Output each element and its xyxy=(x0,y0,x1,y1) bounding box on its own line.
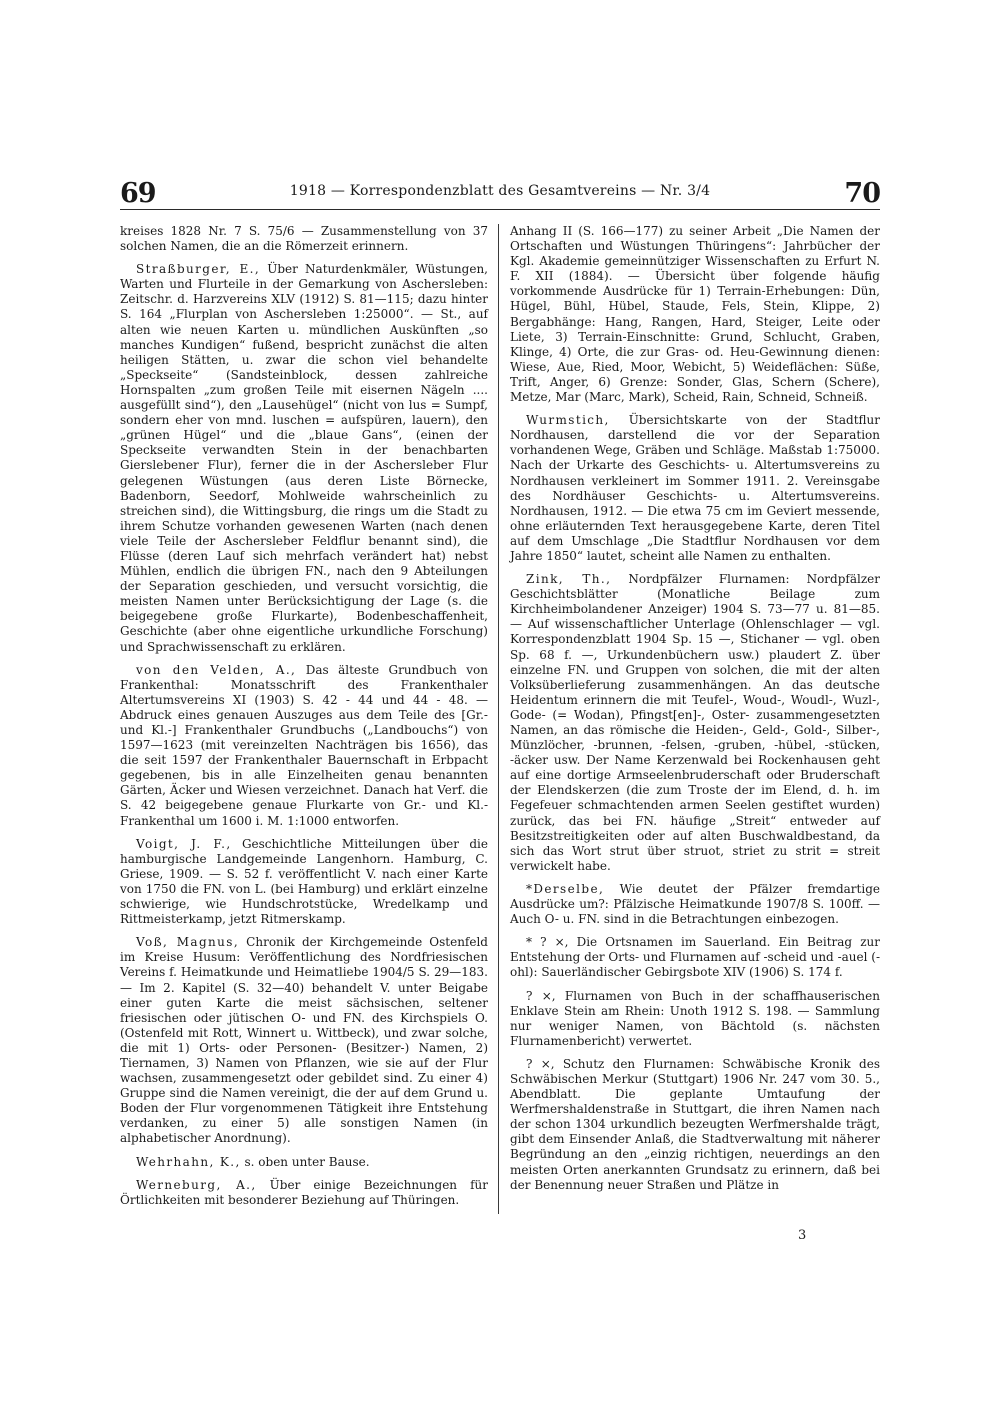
entry-author: von den Velden, A., xyxy=(136,662,297,677)
entry-author: Zink, Th., xyxy=(526,572,612,587)
bibliography-entry xyxy=(120,262,488,654)
header-rule xyxy=(120,209,880,210)
entry-text: Übersichtskarte von der Stadtflur Nordhausen, darstellend die vor der Separation vorhandenen Wege, Gräben und Schläge. Maßstab 1:75000. Nach der Urkarte des Geschichts- u. Altertumsvereins zu Nordhausen verkleinert im Sommer 1911. 2. Vereinsgabe des Nordhäuser Geschichts- u. Altertumsvereins. Nordhausen, 1912. — Die etwa 75 cm im Geviert messende, ohne erläuternden Text herausgegebene Karte, deren Titel auf dem Umschlage „Die Stadtflur Nordhausen vor dem Jahre 1850“ lautet, scheint alle Namen zu enthalten. xyxy=(510,413,880,563)
running-head: 1918 — Korrespondenzblatt des Gesamtvereins — Nr. 3/4 xyxy=(289,183,711,199)
bibliography-entry xyxy=(120,935,488,1146)
bibliography-entry: kreises 1828 Nr. 7 S. 75/6 — Zusammenstellung von 37 solchen Namen, die an die Römerzeit erinnern. xyxy=(120,224,488,254)
entry-author: Werneburg, A., xyxy=(136,1177,257,1192)
bibliography-entry xyxy=(120,663,488,829)
entry-text: Geschichtliche Mitteilungen über die hamburgische Landgemeinde Langenhorn. Hamburg, C. Griese, 1909. — S. 52 f. veröffentlicht V. nach einer Karte von 1750 die FN. von L. (bei Hamburg) und erklärt einzelne schwierige, wie Hundschrotstücke, Wredelkamp und Rittmeisterkamp, jetzt Ritmerskamp. xyxy=(120,836,488,927)
entry-text: Das älteste Grundbuch von Frankenthal: Monatsschrift des Frankenthaler Altertumsvereins XI (1903) S. 42 - 44 und 44 - 48. — Abdruck eines genauen Auszuges aus dem Teile des [Gr.- und Kl.-] Frankenthaler Grundbuchs („Landbouchs“) von 1597—1623 (mit vereinzelten Nachträgen bis 1656), das die seit 1597 der Frankenthaler Bauernschaft in Erbpacht gegebenen, bis in alle Einzelheiten genau benannten Gärten, Äcker und Wiesen verzeichnet. Danach hat Verf. die S. 42 beigegebene genaue Flurkarte von Gr.- und Kl.- Frankenthal um 1600 i. M. 1:1000 entworfen. xyxy=(120,662,488,828)
bibliography-entry xyxy=(120,1155,488,1170)
right-column xyxy=(510,224,880,1193)
bibliography-entry: Anhang II (S. 166—177) zu seiner Arbeit „Die Namen der Ortschaften und Wüstungen Thüringens“: Jahrbücher der Kgl. Akademie gemeinnütziger Wissenschaften zu Erfurt N. F. XII (1884). — Übersicht über folgende häufig vorkommende Ausdrücke für 1) Terrain-Erhebungen: Dün, Hügel, Bühl, Hübel, Staude, Fels, Stein, Klippe, 2) Bergabhänge: Hang, Rangen, Hard, Steiger, Leite oder Liete, 3) Terrain-Einschnitte: Grund, Schlucht, Graben, Klinge, 4) Orte, die zur Gras- od. Heu-Gewinnung dienen: Wiese, Aue, Ried, Moor, Webicht, 5) Weideflächen: Süße, Trift, Anger, 6) Grenze: Sonder, Glas, Schern (Schere), Metze, Mar (Marc, Mark), Scheid, Rain, Schneid, Schneiß. xyxy=(510,224,880,405)
page-number-right: 70 xyxy=(844,178,880,209)
signature-mark: 3 xyxy=(798,1228,807,1243)
entry-text: Chronik der Kirchgemeinde Ostenfeld im Kreise Husum: Veröffentlichung des Nordfriesischen Vereins f. Heimatkunde und Heimatliebe 1904/5 S. 29—183. — Im 2. Kapitel (S. 32—40) behandelt V. unter Beigabe einer guten Karte die meist sächsischen, seltener friesischen oder jütischen O- und FN. des Kirchspiels O. (Ostenfeld mit Rott, Winnert u. Wittbeck), und zwar solche, die mit 1) Orts- oder Personen- (Besitzer-) Namen, 2) Tiernamen, 3) Namen von Pflanzen, wie sie auf der Flur wachsen, zusammengesetzt oder gebildet sind. Zu einer 4) Gruppe sind die Namen vereinigt, die der auf dem Grund u. Boden der Flur vorgenommenen Tätigkeit ihre Entstehung verdanken, zu einer 5) alle sonstigen Namen (in alphabetischer Anordnung). xyxy=(120,935,488,1146)
bibliography-entry: ? ×, Flurnamen von Buch in der schaffhauserischen Enklave Stein am Rhein: Unoth 1912 S. 198. — Sammlung nur weniger Namen, von Bächtold (s. nächsten Flurnamenbericht) verwertet. xyxy=(510,988,880,1048)
bibliography-entry: * ? ×, Die Ortsnamen im Sauerland. Ein Beitrag zur Entstehung der Orts- und Flurnamen auf -scheid und -auel (-ohl): Sauerländischer Gebirgsbote XIV (1906) S. 174 f. xyxy=(510,935,880,980)
entry-text: Über einige Bezeichnungen für Örtlichkeiten mit besonderer Beziehung auf Thüringen. xyxy=(120,1177,488,1207)
entry-author: Wehrhahn, K., xyxy=(136,1154,241,1169)
entry-author: Voigt, J. F., xyxy=(136,836,232,851)
bibliography-entry xyxy=(510,572,880,874)
bibliography-entry: ? ×, Schutz den Flurnamen: Schwäbische Kronik des Schwäbischen Merkur (Stuttgart) 1906 Nr. 247 vom 30. 5., Abendblatt. Die geplante Umtaufung der Werfmershaldenstraße in Stuttgart, die ihren Namen nach der schon 1304 urkundlich bezeugten Werfmershalde trägt, gibt dem Einsender Anlaß, die Stadtverwaltung mit näherer Begründung an den „einzig richtigen, neuerdings an den meisten Orten anerkannten Grundsatz zu erinnern, daß bei der Benennung neuer Straßen und Plätze in xyxy=(510,1056,880,1192)
entry-text: Nordpfälzer Flurnamen: Nordpfälzer Geschichtsblätter (Monatliche Beilage zum Kirchheimbolandener Anzeiger) 1904 S. 73—77 u. 81—85. — Auf wissenschaftlicher Unterlage (Ohlenschlager — vgl. Korrespondenzblatt 1904 Sp. 15 —, Stichaner — vgl. oben Sp. 68 f. —, Urkundenbüchern usw.) plaudert Z. über einzelne FN. und Gruppen von solchen, die mit der alten Volksüberlieferung zusammenhängen. An das deutsche Heidentum erinnern die mit Teufel-, Woud-, Woudl-, Wuzl-, Gode- (= Wodan), Pfingst[en]-, Oster- zusammengesetzten Namen, an das römische die Heiden-, Geld-, Gold-, Silber-, Münzlöcher, -brunnen, -felsen, -gruben, -hübel, -stücken, -äcker usw. Der Name Kerzenwald bei Rockenhausen geht auf eine dortige Armseelenbruderschaft oder Bruderschaft der Elendskerzen (die zum Troste der im Elend, d. h. im Fegefeuer schmachtenden armen Seelen gestiftet wurden) zurück, das bei FN. häufige „Streit“ entweder auf Besitzstreitigkeiten oder auf alten Buschwaldbestand, da sich das Wort strut über struot, striet zu strit = streit verwickelt habe. xyxy=(510,572,881,873)
entry-author: Voß, Magnus, xyxy=(136,935,240,950)
entry-text: Wie deutet der Pfälzer fremdartige Ausdrücke um?: Pfälzische Heimatkunde 1907/8 S. 100ff. — Auch O- u. FN. sind in die Betrachtungen einbezogen. xyxy=(510,881,880,927)
entry-text: s. oben unter Bause. xyxy=(240,1154,370,1169)
entry-author: Straßburger, E., xyxy=(136,262,261,277)
page-number-left: 69 xyxy=(120,178,156,209)
entry-author: *Derselbe, xyxy=(526,881,605,896)
bibliography-entry xyxy=(510,882,880,927)
bibliography-entry xyxy=(510,413,880,564)
entry-author: Wurmstich, xyxy=(526,413,610,428)
left-column xyxy=(120,224,488,1208)
page-header xyxy=(120,178,880,218)
bibliography-entry xyxy=(120,837,488,928)
entry-text: Über Naturdenkmäler, Wüstungen, Warten und Flurteile in der Gemarkung von Aschersleben: Zeitschr. d. Harzvereins XLV (1912) S. 81—115; dazu hinter S. 164 „Flurplan von Aschersleben 1:25000“. — St., auf alten wie neuen Karten u. mündlichen Auskünften „so manches Kundigen“ fußend, bespricht zunächst die alten heiligen Stätten, u. zwar die schon viel behandelte „Speckseite“ (Sandsteinblock, dessen zahlreiche Hornspalten „zum großen Teile mit eisernen Nägeln .... ausgefüllt sind“), den „Lausehügel“ (nicht von lus = Sumpf, sondern eher von mnd. luschen = aufspüren, lauern), den „grünen Hügel“ und die „blaue Gans“, (einen der Speckseite verwandten Stein in der benachbarten Gierslebener Flur), ferner die in der Aschersleber Flur gelegenen Wüstungen (aus deren Liste Börnecke, Badenborn, Seedorf, Mohlweide wahrscheinlich zu streichen sind), die Wittingsburg, die rings um die Stadt zu ihrem Schutze vorhanden gewesenen Warten (nach denen viele Teile der Aschersleber Feldflur benannt sind), die Flüsse (deren Lauf sich mehrfach verändert hat) nebst Mühlen, endlich die übrigen FN., nach den 9 Abteilungen der Separation geschieden, und versucht vorsichtig, die meisten Namen unter Berücksichtigung der Lage (s. die beigegebene große Flurkarte), Bodenbeschaffenheit, Geschichte (aber ohne eigentliche urkundliche Forschung) und Sprachwissenschaft zu erklären. xyxy=(120,262,488,654)
bibliography-entry xyxy=(120,1178,488,1208)
column-rule xyxy=(498,224,499,1214)
